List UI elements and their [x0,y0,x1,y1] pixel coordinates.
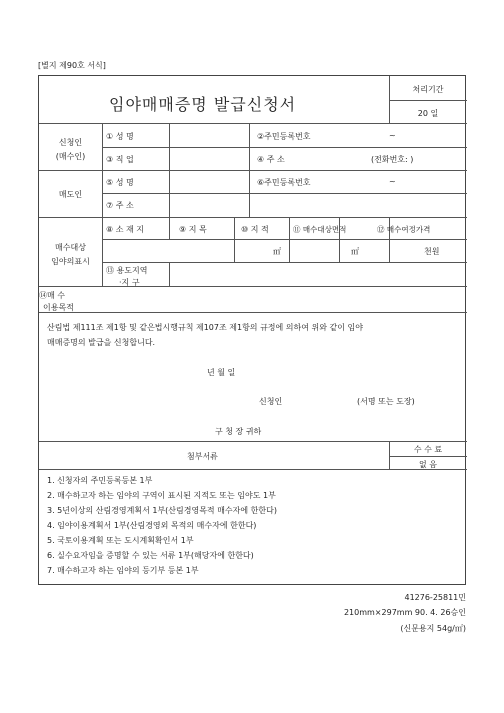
seller-name-label: ⑤ 성 명 [106,178,134,187]
target-lot-label: ⑨ 지 목 [179,225,207,234]
target-section-sublabel: 임야의표시 [51,257,90,266]
target-location-label: ⑧ 소 재 지 [106,225,144,234]
applicant-id-label: ②주민등록번호 [257,132,311,141]
statement-applicant: 신청인 [259,397,283,406]
processing-value: 20 일 [417,109,439,118]
processing-label: 처리기간 [412,85,444,94]
applicant-section-label: 신청인 [58,138,83,147]
statement-line-1: 산림법 제111조 제1항 및 같은법시행규칙 제107조 제1항의 규정에 의하여 위와 같이 임야 [47,323,363,332]
applicant-name-label: ① 성 명 [106,132,134,141]
target-area-label: ⑩ 지 적 [241,225,269,234]
target-unit-buy-area: ㎡ [351,247,359,256]
attachment-item: 1. 신청자의 주민등록등본 1부 [47,476,153,485]
fee-label: 수 수 료 [413,445,443,454]
attachment-item: 6. 실수요자임을 증명할 수 있는 서류 1부(해당자에 한한다) [47,551,254,560]
fee-value: 없 음 [419,460,437,469]
purpose-label: ⑭매 수 [39,291,65,300]
attachments-header: 첨부서류 [187,452,218,461]
seller-address-label: ⑦ 주 소 [106,201,134,210]
seller-section-label: 매도인 [58,190,83,199]
footer-size: 210mm×297mm 90. 4. 26승인 [343,608,466,617]
target-section-label: 매수대상 [55,243,86,252]
statement-recipient: 구 청 장 귀하 [215,427,262,436]
statement-date: 년 월 일 [207,368,236,377]
footer-paper: (신문용지 54g/㎡) [400,624,466,633]
target-price-label: ⑫ 매수여정가격 [377,225,431,234]
target-unit-area: ㎡ [273,247,281,256]
application-form [38,75,466,585]
applicant-phone-label: (전화번호: ) [371,155,414,164]
attachment-item: 4. 임야이용계획서 1부(산림경영외 목적의 매수자에 한한다) [47,521,257,530]
applicant-id-dash: ~ [389,131,396,140]
statement-sign: (서명 또는 도장) [357,397,415,406]
purpose-sublabel: 이용목적 [43,303,74,312]
target-buy-area-label: ⑪ 매수대상면적 [293,225,347,234]
seller-id-label: ⑥주민등록번호 [257,178,311,187]
statement-line-2: 매매증명의 발급을 신청합니다. [47,338,156,347]
target-zone-sublabel: ·지 구 [119,278,140,287]
form-number: [별지 제90호 서식] [38,61,106,70]
seller-id-dash: ~ [389,177,396,186]
applicant-job-label: ③ 직 업 [106,155,134,164]
footer-code: 41276-25811민 [404,593,466,602]
applicant-address-label: ④ 주 소 [257,155,285,164]
target-zone-label: ⑬ 용도지역 [106,266,148,275]
applicant-section-sublabel: (매수인) [55,152,86,161]
attachment-item: 5. 국토이용계획 또는 도시계획확인서 1부 [47,536,194,545]
attachment-item: 2. 매수하고자 하는 임야의 구역이 표시된 지적도 또는 임야도 1부 [47,491,276,500]
target-unit-won: 천원 [424,247,440,256]
attachment-item: 3. 5년이상의 산림경영계획서 1부(산림경영목적 매수자에 한한다) [47,506,277,515]
attachment-item: 7. 매수하고자 하는 임야의 등기부 등본 1부 [47,566,199,575]
form-title: 임야매매증명 발급신청서 [109,95,297,114]
